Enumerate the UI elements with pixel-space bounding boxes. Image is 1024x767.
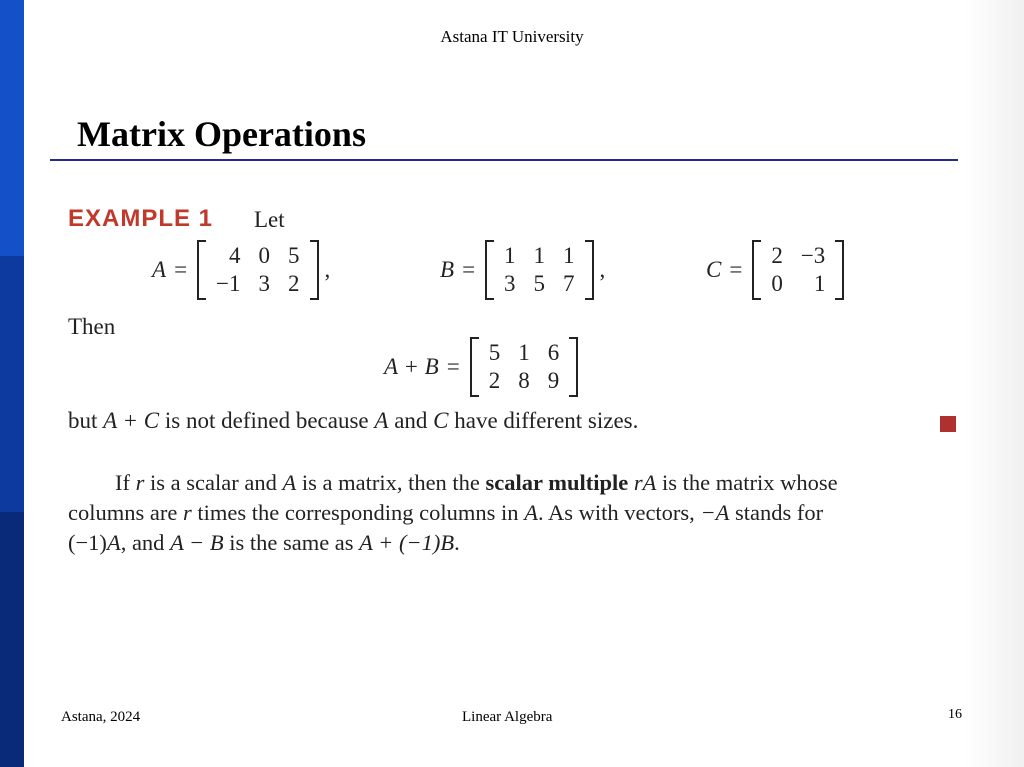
paragraph-line: If r is a scalar and A is a matrix, then the scalar multiple rA is the matrix whose <box>115 470 838 495</box>
matrix-a <box>197 242 318 298</box>
sidebar-decoration <box>0 0 24 767</box>
end-of-example-marker <box>940 416 956 432</box>
paragraph-line: columns are r times the corresponding columns in A. As with vectors, −A stands for <box>68 500 824 525</box>
page-number: 16 <box>948 707 962 722</box>
not-defined-note: but A + C is not defined because A and C have different sizes. <box>68 408 639 433</box>
sum-expression: A + B <box>384 354 439 379</box>
matrix-cell: 1 <box>813 271 826 296</box>
then-label: Then <box>68 314 116 339</box>
sidebar-block-middle <box>0 256 24 512</box>
example-label: EXAMPLE 1 <box>68 205 214 232</box>
matrix-cell: 1 <box>504 243 516 268</box>
matrix-b-definition: B = 1 1 1 3 5 7 , <box>440 243 606 296</box>
matrix-cell: 1 <box>563 243 575 268</box>
matrix-cell: 9 <box>547 368 560 393</box>
matrix-a-definition: A = 4 0 5 −1 3 2 , <box>152 243 331 296</box>
matrix-cell: 4 <box>229 243 241 268</box>
matrix-cell: 5 <box>488 340 501 365</box>
matrix-cell: −3 <box>800 243 826 268</box>
sum-equation: A + B = 5 1 6 2 8 9 <box>384 339 578 395</box>
matrix-c <box>752 242 844 298</box>
matrix-cell: 5 <box>533 271 546 296</box>
right-edge-shadow <box>964 0 1024 767</box>
header-institution: Astana IT University <box>440 27 584 46</box>
sidebar-block-bottom <box>0 512 24 767</box>
scalar-multiple-paragraph <box>68 468 958 558</box>
matrix-sum <box>470 339 579 395</box>
matrix-a-name: A <box>152 257 167 282</box>
footer-course: Linear Algebra <box>462 709 553 725</box>
matrix-cell: −1 <box>216 271 241 296</box>
matrix-cell: 0 <box>771 271 783 296</box>
slide-content <box>68 200 958 560</box>
matrix-cell: 1 <box>518 340 530 365</box>
matrix-cell: 7 <box>563 271 575 296</box>
paragraph-line: (−1)A, and A − B is the same as A + (−1)B. <box>68 530 460 555</box>
matrix-b <box>485 242 594 298</box>
matrix-c-name: C <box>706 257 722 282</box>
matrix-cell: 6 <box>547 340 560 365</box>
matrix-cell: 3 <box>258 271 271 296</box>
title-underline <box>50 159 958 161</box>
slide-title: Matrix Operations <box>77 114 366 154</box>
matrix-cell: 5 <box>288 243 300 268</box>
matrix-c-definition: C = 2 −3 0 1 <box>706 242 844 298</box>
matrix-cell: 2 <box>488 368 501 393</box>
example-intro: Let <box>254 207 285 232</box>
footer-location-date: Astana, 2024 <box>61 709 141 725</box>
matrix-cell: 2 <box>771 243 783 268</box>
matrix-cell: 0 <box>258 243 271 268</box>
matrix-b-name: B <box>440 257 455 282</box>
matrix-cell: 8 <box>518 368 530 393</box>
matrix-cell: 2 <box>288 271 300 296</box>
matrix-cell: 1 <box>533 243 546 268</box>
matrix-cell: 3 <box>504 271 516 296</box>
